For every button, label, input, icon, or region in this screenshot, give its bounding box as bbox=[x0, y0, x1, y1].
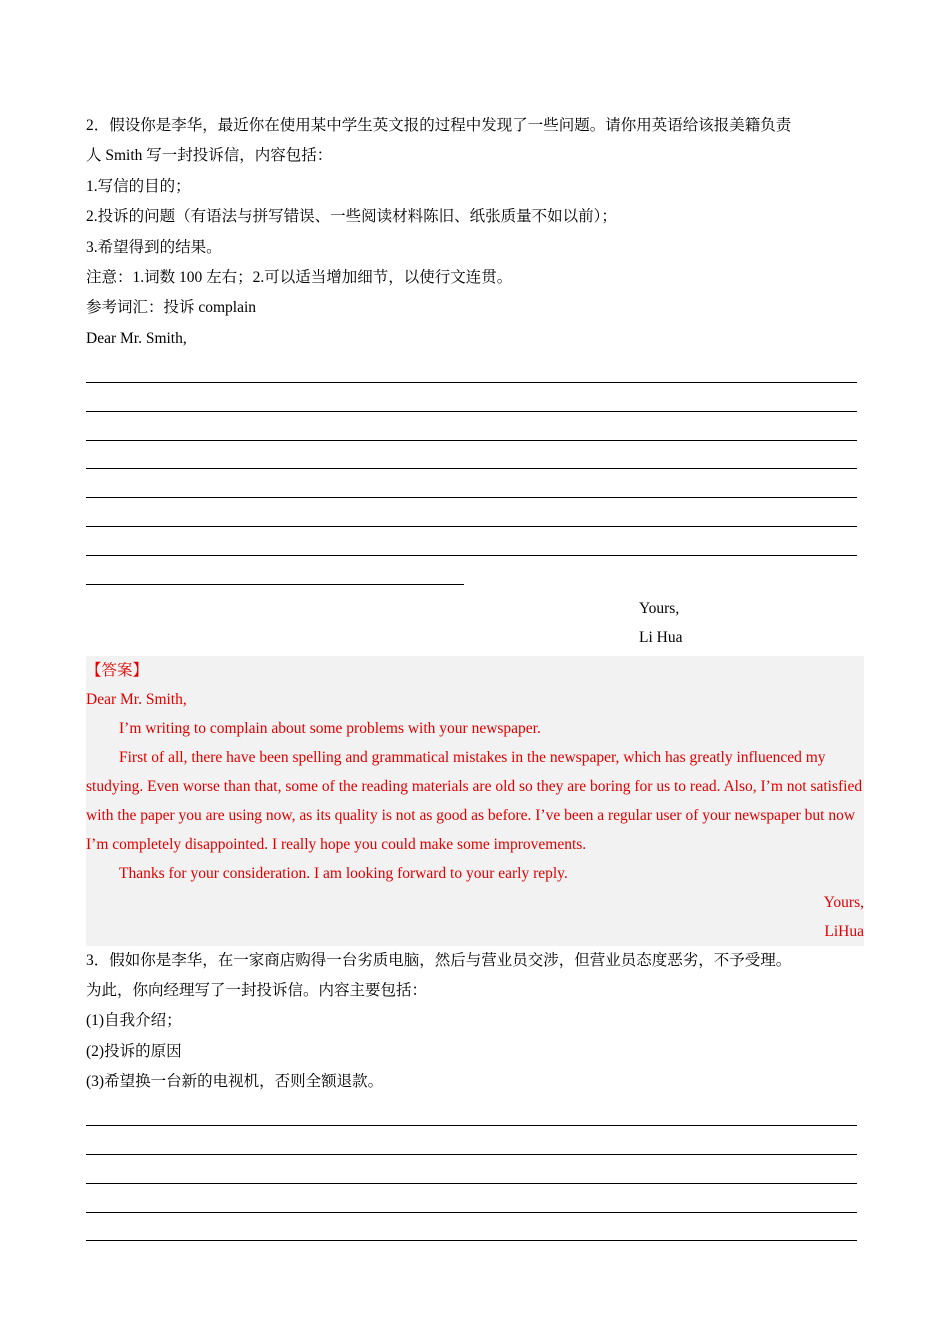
question-2 bbox=[86, 111, 864, 354]
q2-line: 2．假设你是李华，最近你在使用某中学生英文报的过程中发现了一些问题。请你用英语给该报美籍负责 bbox=[86, 117, 792, 134]
q2-line: 注意：1.词数 100 左右；2.可以适当增加细节，以使行文连贯。 bbox=[86, 268, 513, 286]
q3-line: (1)自我介绍； bbox=[86, 1012, 182, 1030]
q2-writing-area[interactable] bbox=[86, 354, 864, 584]
answer-signature: LiHua bbox=[824, 922, 864, 940]
writing-line[interactable] bbox=[86, 469, 857, 498]
answer-paragraph: First of all, there have been spelling and grammatical mistakes in the newspaper, which has greatly influenced my studying. Even worse than that, some of the reading materials are old so they are boring for us to read. Also, I’m not satisfied with the paper you are using now, as its quality is not as good as before. I’ve been a regular user of your newspaper but now I’m completely disappointed. I really hope you could make some improvements. bbox=[86, 748, 863, 853]
q2-closing: Yours, bbox=[639, 599, 680, 617]
document-body bbox=[86, 111, 864, 1241]
question-3 bbox=[86, 946, 864, 1098]
writing-line[interactable] bbox=[86, 498, 857, 527]
writing-line[interactable] bbox=[86, 1213, 857, 1242]
writing-line[interactable] bbox=[86, 383, 857, 412]
q3-line: (3)希望换一台新的电视机，否则全额退款。 bbox=[86, 1073, 384, 1091]
answer-paragraph: I’m writing to complain about some problems with your newspaper. bbox=[119, 719, 541, 737]
q3-line: 为此，你向经理写了一封投诉信。内容主要包括： bbox=[86, 981, 428, 999]
q2-line: 1.写信的目的； bbox=[86, 177, 191, 195]
answer-tag: 【答案】 bbox=[86, 661, 149, 679]
q2-greeting: Dear Mr. Smith, bbox=[86, 329, 187, 347]
q3-writing-area[interactable] bbox=[86, 1097, 864, 1241]
q2-line: 人 Smith 写一封投诉信，内容包括： bbox=[86, 147, 333, 165]
q2-line: 3.希望得到的结果。 bbox=[86, 238, 222, 256]
writing-line[interactable] bbox=[86, 556, 464, 585]
writing-line[interactable] bbox=[86, 1126, 857, 1155]
writing-line[interactable] bbox=[86, 1155, 857, 1184]
answer-paragraph: Thanks for your consideration. I am looking forward to your early reply. bbox=[119, 864, 568, 882]
writing-line[interactable] bbox=[86, 441, 857, 470]
writing-line[interactable] bbox=[86, 527, 857, 556]
q2-line: 参考词汇：投诉 complain bbox=[86, 299, 257, 317]
writing-line[interactable] bbox=[86, 1097, 857, 1126]
answer-greeting: Dear Mr. Smith, bbox=[86, 690, 187, 708]
q3-line: 3．假如你是李华，在一家商店购得一台劣质电脑，然后与营业员交涉，但营业员态度恶劣，不予受理。 bbox=[86, 951, 792, 969]
answer-block bbox=[86, 656, 864, 946]
q2-line: 2.投诉的问题（有语法与拼写错误、一些阅读材料陈旧、纸张质量不如以前）； bbox=[86, 208, 617, 226]
answer-closing: Yours, bbox=[823, 893, 864, 911]
writing-line[interactable] bbox=[86, 354, 857, 383]
writing-line[interactable] bbox=[86, 412, 857, 441]
writing-line[interactable] bbox=[86, 1184, 857, 1213]
q2-signature: Li Hua bbox=[639, 628, 683, 646]
q3-line: (2)投诉的原因 bbox=[86, 1042, 182, 1060]
